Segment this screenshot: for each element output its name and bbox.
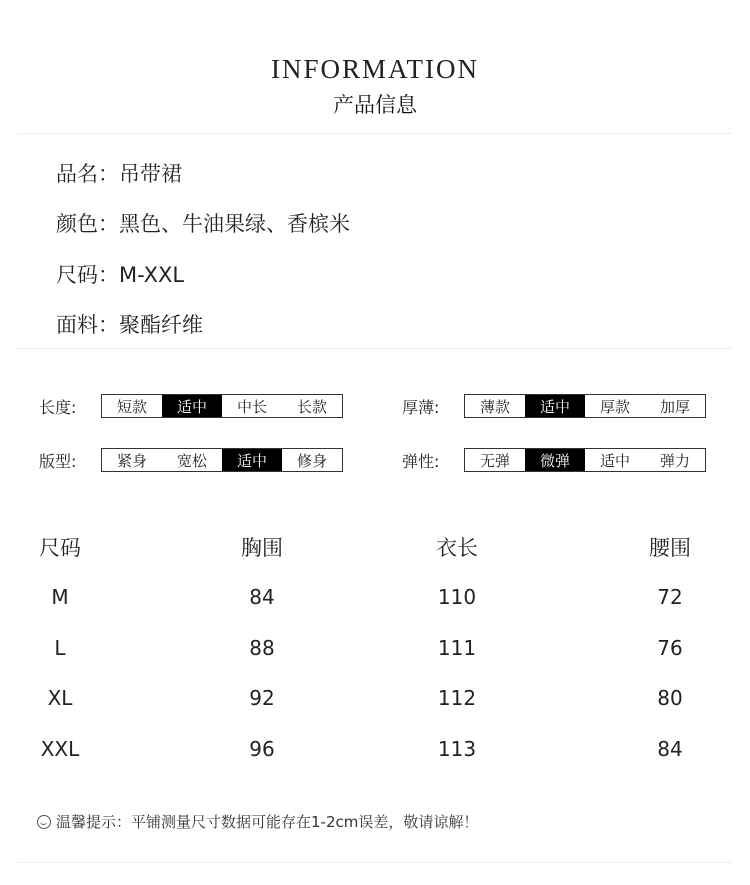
table-cell: 80 xyxy=(657,686,683,710)
scale-option: 中长 xyxy=(236,397,267,416)
table-cell: 72 xyxy=(657,585,683,609)
info-row-size xyxy=(56,259,184,289)
table-cell: XXL xyxy=(40,737,80,761)
info-value: 黑色、牛油果绿、香槟米 xyxy=(119,212,350,236)
scale-option: 无弹 xyxy=(479,451,510,470)
info-value: 聚酯纤维 xyxy=(119,313,203,337)
scale-label: 长度: xyxy=(39,397,77,417)
table-header: 尺码 xyxy=(39,536,81,560)
scale-option: 适中 xyxy=(222,449,282,471)
table-cell: 92 xyxy=(249,686,275,710)
table-cell: 84 xyxy=(249,585,275,609)
scale-option: 微弹 xyxy=(525,449,585,471)
info-row-fabric xyxy=(56,309,203,339)
scale-label: 厚薄: xyxy=(402,397,440,417)
scale-option: 适中 xyxy=(599,451,630,470)
info-value: M-XXL xyxy=(119,263,185,287)
table-cell: 111 xyxy=(437,636,477,660)
table-cell: 96 xyxy=(249,737,275,761)
info-row-name xyxy=(56,158,182,188)
scale-options xyxy=(464,394,706,418)
scale-option: 加厚 xyxy=(659,397,690,416)
info-row-color xyxy=(56,208,350,238)
smile-icon xyxy=(37,815,51,829)
title-chinese: 产品信息 xyxy=(333,93,417,117)
scale-option: 长款 xyxy=(296,397,327,416)
table-cell: 76 xyxy=(657,636,683,660)
scale-fit xyxy=(39,448,343,472)
scale-label: 弹性: xyxy=(402,451,440,471)
info-label: 面料： xyxy=(56,313,119,337)
scale-length xyxy=(39,394,343,418)
scale-option: 弹力 xyxy=(659,451,690,470)
scale-option: 宽松 xyxy=(176,451,207,470)
scale-options xyxy=(101,394,343,418)
scale-elasticity xyxy=(402,448,706,472)
info-label: 品名： xyxy=(56,162,119,186)
tip-text: 温馨提示：平铺测量尺寸数据可能存在1-2cm误差，敬请谅解！ xyxy=(56,813,479,831)
table-cell: 113 xyxy=(437,737,477,761)
info-label: 颜色： xyxy=(56,212,119,236)
table-cell: 112 xyxy=(437,686,477,710)
info-label: 尺码： xyxy=(56,263,119,287)
table-cell: M xyxy=(51,585,69,609)
scale-thickness xyxy=(402,394,706,418)
tip-note xyxy=(37,811,478,832)
scale-options xyxy=(464,448,706,472)
scale-option: 适中 xyxy=(162,395,222,417)
divider xyxy=(18,348,732,349)
table-header: 胸围 xyxy=(241,536,283,560)
table-cell: XL xyxy=(47,686,73,710)
title-english: INFORMATION xyxy=(270,54,479,84)
scale-option: 修身 xyxy=(296,451,327,470)
table-header: 腰围 xyxy=(649,536,691,560)
scale-option: 薄款 xyxy=(479,397,510,416)
scale-option: 紧身 xyxy=(116,451,147,470)
scale-label: 版型: xyxy=(39,451,77,471)
divider xyxy=(18,862,732,863)
scale-option: 适中 xyxy=(525,395,585,417)
table-header: 衣长 xyxy=(436,536,478,560)
table-cell: 84 xyxy=(657,737,683,761)
table-cell: 88 xyxy=(249,636,275,660)
scale-option: 短款 xyxy=(116,397,147,416)
table-cell: 110 xyxy=(437,585,477,609)
table-cell: L xyxy=(54,636,66,660)
info-value: 吊带裙 xyxy=(119,162,182,186)
scale-option: 厚款 xyxy=(599,397,630,416)
scale-options xyxy=(101,448,343,472)
divider xyxy=(18,133,732,134)
